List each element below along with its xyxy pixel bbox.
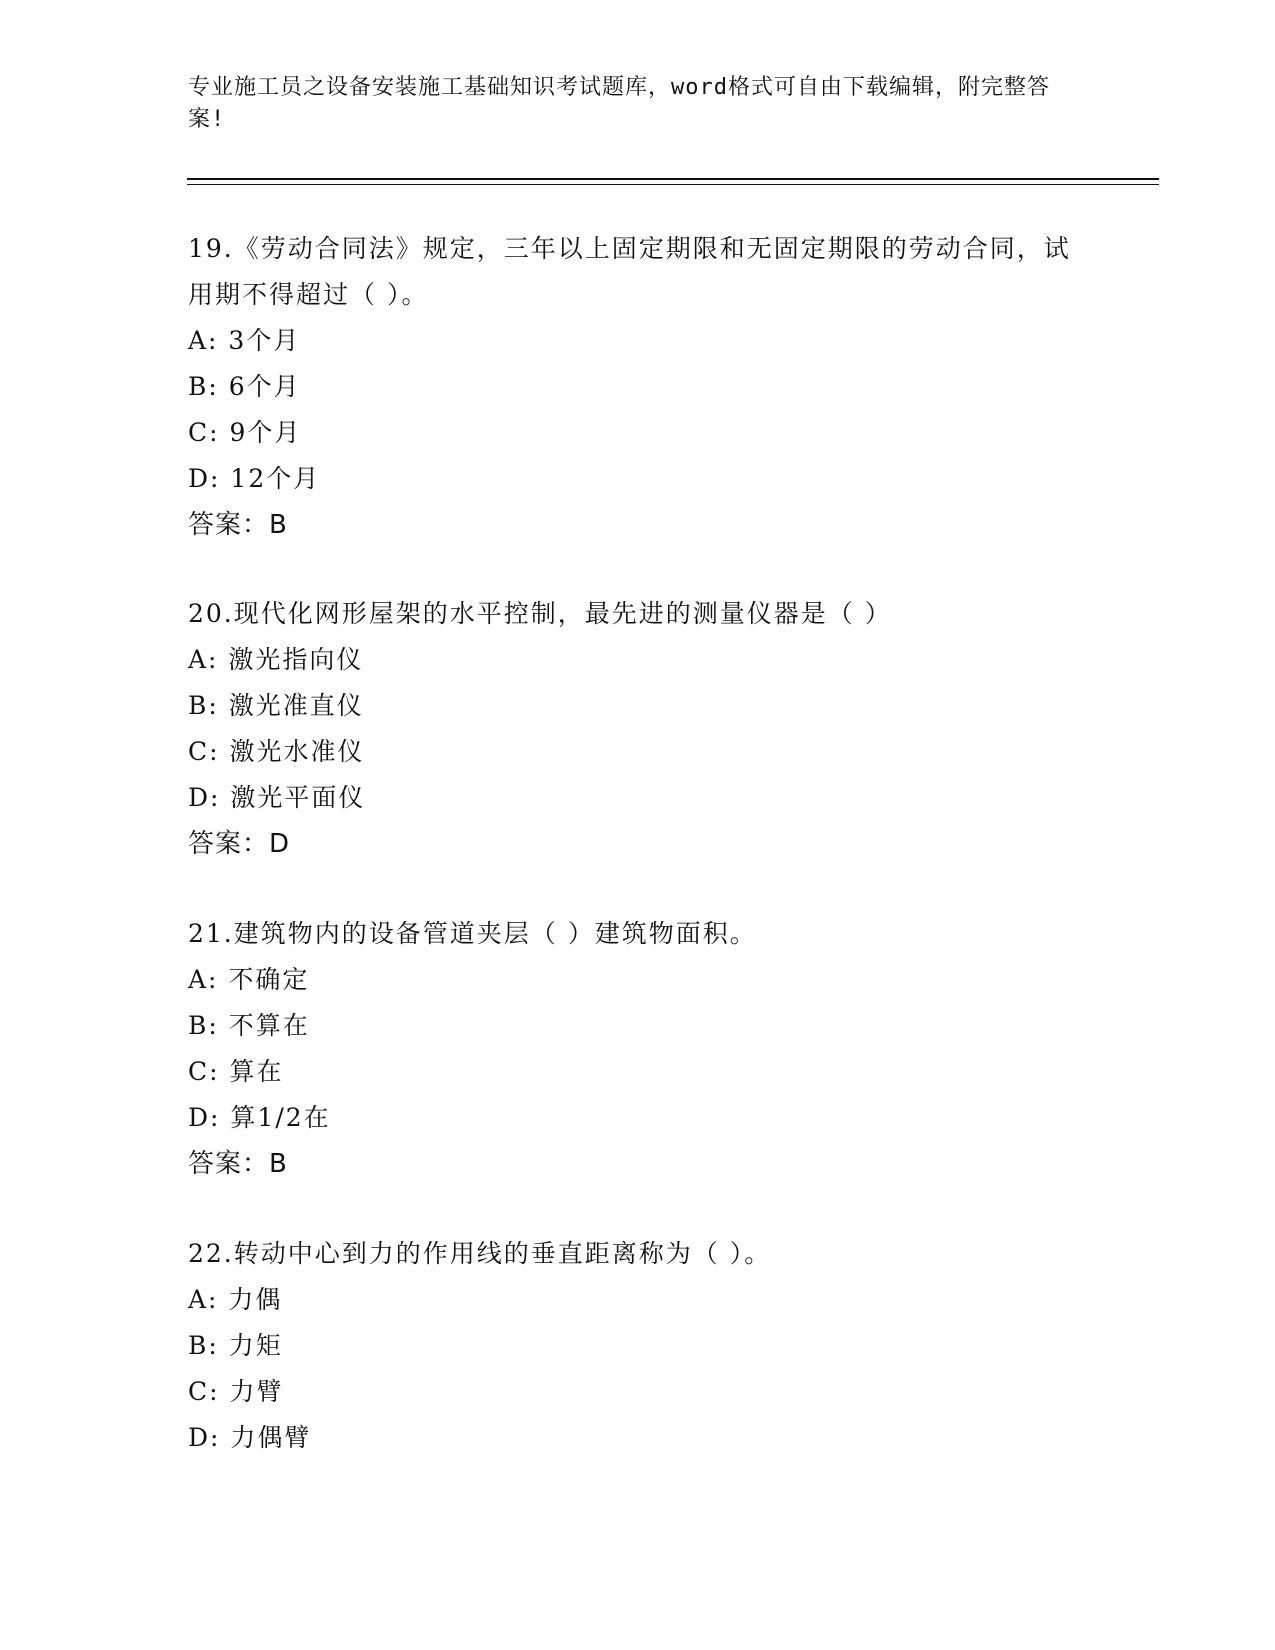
option-c: C: 力臂 <box>188 1377 284 1406</box>
header-divider-thick <box>187 178 1159 180</box>
option-b: B: 6个月 <box>188 372 301 401</box>
option-d: D: 算1/2在 <box>188 1103 331 1132</box>
option-c: C: 9个月 <box>188 418 302 447</box>
option-b: B: 不算在 <box>188 1011 310 1040</box>
answer: 答案：B <box>188 510 288 540</box>
option-a: A: 不确定 <box>188 965 310 994</box>
question-stem: 22.转动中心到力的作用线的垂直距离称为（ ）。 <box>188 1239 772 1268</box>
option-c: C: 算在 <box>188 1057 284 1086</box>
option-b: B: 力矩 <box>188 1331 283 1360</box>
answer: 答案：D <box>188 829 291 859</box>
option-c: C: 激光水准仪 <box>188 737 365 766</box>
option-a: A: 3个月 <box>188 326 301 355</box>
question-21 <box>188 911 1088 1187</box>
question-stem: 21.建筑物内的设备管道夹层（ ）建筑物面积。 <box>188 919 757 948</box>
option-d: D: 12个月 <box>188 464 321 493</box>
header-divider-thin <box>187 184 1159 185</box>
option-b: B: 激光准直仪 <box>188 691 364 720</box>
question-stem: 20.现代化网形屋架的水平控制，最先进的测量仪器是（ ） <box>188 599 892 628</box>
option-d: D: 力偶臂 <box>188 1423 312 1452</box>
question-stem: 19.《劳动合同法》规定，三年以上固定期限和无固定期限的劳动合同，试用期不得超过（ ）。 <box>188 234 1071 309</box>
option-a: A: 力偶 <box>188 1285 283 1314</box>
option-d: D: 激光平面仪 <box>188 783 366 812</box>
question-19 <box>188 226 1088 548</box>
question-20 <box>188 591 1088 867</box>
option-a: A: 激光指向仪 <box>188 645 364 674</box>
document-header: 专业施工员之设备安装施工基础知识考试题库，word格式可自由下载编辑，附完整答案! <box>188 75 1050 132</box>
answer: 答案：B <box>188 1149 288 1179</box>
question-22 <box>188 1231 1088 1461</box>
